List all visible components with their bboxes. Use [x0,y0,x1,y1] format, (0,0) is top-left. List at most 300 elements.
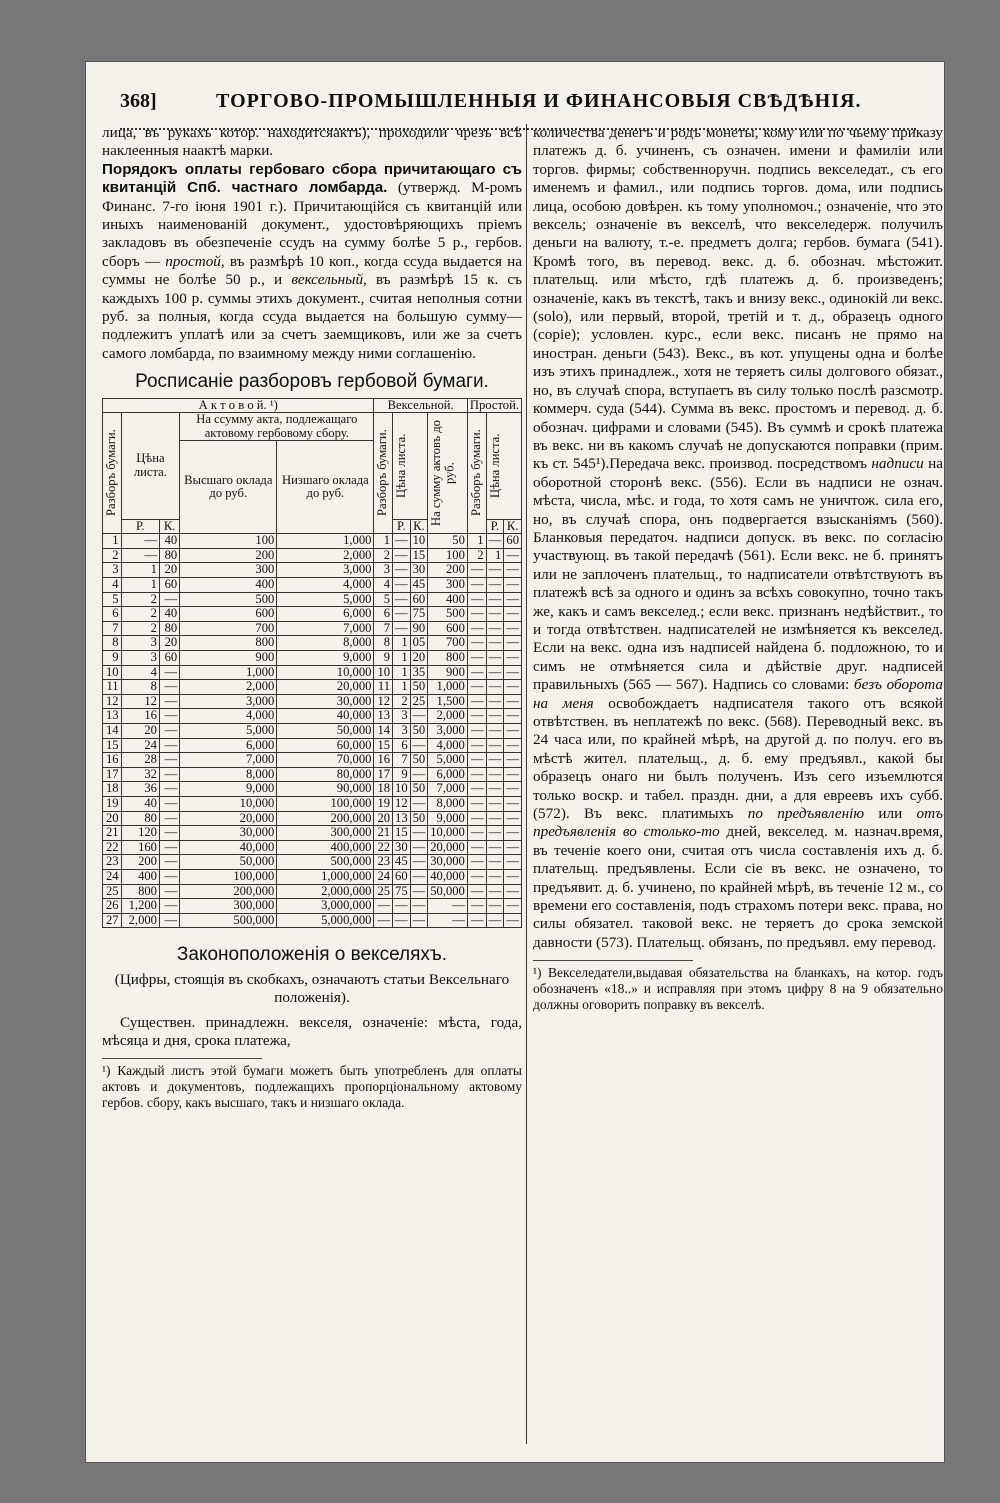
table-cell: 24 [121,738,159,753]
th-actovoi: А к т о в о й. ¹) [103,398,374,413]
table-cell: 800 [428,651,468,666]
table-cell: — [467,811,486,826]
table-cell: 9,000 [180,782,277,797]
th-razbor2: Разборъ бумаги. [375,429,390,517]
table-cell: — [486,884,504,899]
table-cell: — [410,884,428,899]
table-cell: 28 [121,753,159,768]
table-cell: — [504,840,522,855]
table-cell: 32 [121,767,159,782]
table-cell: 20 [103,811,122,826]
table-cell: 15 [374,738,393,753]
table-cell: 600 [180,607,277,622]
text-run: безъ оборота на меня [533,676,943,712]
table-cell: — [504,651,522,666]
pawnshop-heading: Порядокъ оплаты гербоваго сбора причитающаго съ квитанцій Спб. частнаго ломбарда. [102,160,522,197]
table-cell: 8 [374,636,393,651]
table-cell: — [159,840,179,855]
table-cell: 16 [374,753,393,768]
table-cell: 200 [180,548,277,563]
table-cell: 1 [467,534,486,549]
table-cell: 3,000,000 [277,899,374,914]
table-row [103,840,522,855]
table-cell: 1 [393,651,411,666]
table-cell: — [393,592,411,607]
table-cell: — [504,694,522,709]
table-cell: 2,000,000 [277,884,374,899]
table-cell: — [159,665,179,680]
footnote-left: ¹) Каждый листъ этой бумаги можетъ быть употребленъ для оплаты актовъ и документовъ, подлежащихъ пропорціональному актовому гербов. сбору, какъ высшаго, такъ и низшаго оклада. [102,1063,522,1111]
page-number: 368] [120,90,157,112]
table-cell: — [486,680,504,695]
table-cell: — [486,738,504,753]
table-cell: 120 [121,826,159,841]
table-cell: — [467,796,486,811]
th-cena2: Цѣна листа. [394,433,409,499]
table-cell: 13 [393,811,411,826]
table-cell: 40 [159,607,179,622]
table-row [103,548,522,563]
table-cell: 36 [121,782,159,797]
table-cell: 40 [159,534,179,549]
th-cena: Цѣна листа. [121,413,180,519]
table-cell: — [467,826,486,841]
table-cell: — [467,855,486,870]
table-cell: 400 [121,869,159,884]
table-cell: 80 [159,621,179,636]
th-razbor: Разборъ бумаги. [104,429,118,517]
table-cell: — [428,899,468,914]
table-cell: 23 [103,855,122,870]
text-run: въ размѣрѣ 15 к. съ каждыхъ 100 р. суммы этихъ документ., считая неполныя сотни руб. за полныя, когда ссуда выдается на большую сумму— подлежитъ уплатѣ или за счетъ заемщиковъ, или же за счетъ самого ломбарда, по взаимному между ними соглашенію. [102,271,523,362]
table-cell: — [504,913,522,928]
table-cell: 1,000 [428,680,468,695]
table-cell: 50,000 [277,724,374,739]
table-cell: — [467,884,486,899]
table-cell: 7 [374,621,393,636]
table-cell: 6 [393,738,411,753]
table-row [103,636,522,651]
table-cell: — [159,724,179,739]
table-row [103,621,522,636]
table-cell: — [504,782,522,797]
th-veks: Вексельной. [374,398,467,413]
bill-law-paragraph [533,124,943,952]
table-cell: 10 [374,665,393,680]
table-cell: 30,000 [277,694,374,709]
table-cell: — [504,738,522,753]
table-cell: 20 [410,651,428,666]
table-cell: 50 [428,534,468,549]
table-cell: 17 [103,767,122,782]
th-r: Р. [393,519,411,534]
text-run: въ размѣрѣ 10 коп., когда ссуда выдается на суммы не болѣе 50 р., и [102,252,523,289]
table-cell: — [159,738,179,753]
table-cell: 2 [121,621,159,636]
table-cell: 8,000 [277,636,374,651]
text-run: освобождаетъ надписателя такого отъ всякой отвѣтствен. въ неплатежѣ по векс. (568). Переводный векс. въ 24 часа или, по крайней мѣрѣ, на другой д. по получ. его въ мѣстѣ жител. плательщ., д. б. ему предъявл., какой бы образецъ онаго ни былъ полученъ. Изъ сего изъемлются только воскр. и табел. праздн. дни, а для евреевъ ихъ субб.(572). Въ векс. платимыхъ [533,694,944,823]
table-cell: 100,000 [277,796,374,811]
table-body [103,534,522,928]
table-cell: 1 [103,534,122,549]
table-cell: 1,000,000 [277,869,374,884]
table-cell: — [504,869,522,884]
table-row [103,694,522,709]
table-cell: 50,000 [180,855,277,870]
table-cell: — [504,621,522,636]
table-cell: 5,000 [428,753,468,768]
table-cell: 12 [103,694,122,709]
footnote-rule [102,1058,262,1059]
table-cell: 25 [374,884,393,899]
table-cell: 6 [374,607,393,622]
left-column [102,124,522,1111]
table-cell: 22 [374,840,393,855]
table-cell: — [374,913,393,928]
table-cell: — [121,534,159,549]
table-cell: — [393,578,411,593]
table-cell: — [504,665,522,680]
table-cell: — [486,869,504,884]
table-cell: — [504,884,522,899]
table-cell: 5 [103,592,122,607]
schedule-title: Росписаніе разборовъ гербовой бумаги. [135,371,489,393]
table-cell: — [121,548,159,563]
table-cell: 75 [410,607,428,622]
table-cell: 300,000 [180,899,277,914]
table-cell: — [486,855,504,870]
running-title: ТОРГОВО-ПРОМЫШЛЕННЫЯ И ФИНАНСОВЫЯ СВѢДѢНІЯ. [216,90,862,112]
table-cell: — [467,680,486,695]
table-cell: 40,000 [428,869,468,884]
table-cell: 21 [103,826,122,841]
table-cell: 1,000 [277,534,374,549]
th-k: К. [410,519,428,534]
table-cell: — [393,534,411,549]
table-cell: 300 [180,563,277,578]
th-razbor3: Разборъ бумаги. [468,429,483,517]
table-cell: 19 [103,796,122,811]
table-cell: 9 [374,651,393,666]
table-cell: 90 [410,621,428,636]
table-cell: 2 [103,548,122,563]
table-row [103,899,522,914]
table-cell: 8 [103,636,122,651]
table-cell: — [393,913,411,928]
th-prost: Простой. [467,398,521,413]
table-cell: 16 [121,709,159,724]
table-cell: 10,000 [428,826,468,841]
table-row [103,578,522,593]
table-cell: 20 [159,636,179,651]
th-k: К. [159,519,179,534]
th-k: К. [504,519,522,534]
table-cell: 2 [374,548,393,563]
table-cell: — [159,753,179,768]
table-cell: 26 [103,899,122,914]
footnote-rule [533,960,693,961]
table-cell: 700 [180,621,277,636]
table-cell: — [504,899,522,914]
table-cell: — [486,534,504,549]
table-cell: 5,000,000 [277,913,374,928]
table-cell: 6,000 [428,767,468,782]
table-cell: — [159,913,179,928]
table-cell: 22 [103,840,122,855]
table-row [103,796,522,811]
table-cell: 40 [121,796,159,811]
table-cell: 1 [393,680,411,695]
table-cell: 4 [121,665,159,680]
table-cell: — [486,709,504,724]
table-cell: — [486,563,504,578]
table-cell: 400 [428,592,468,607]
table-cell: 2,000 [180,680,277,695]
table-cell: — [504,855,522,870]
table-cell: 45 [410,578,428,593]
table-row [103,738,522,753]
table-cell: — [159,869,179,884]
table-cell: 18 [103,782,122,797]
table-row [103,607,522,622]
table-cell: 19 [374,796,393,811]
table-cell: 100,000 [180,869,277,884]
table-cell: — [467,578,486,593]
table-cell: 17 [374,767,393,782]
table-cell: — [159,680,179,695]
text-run: надписи [871,455,924,473]
table-cell: — [410,913,428,928]
table-cell: — [467,753,486,768]
table-cell: 10 [103,665,122,680]
table-cell: 800 [121,884,159,899]
table-cell: — [486,651,504,666]
table-cell: — [486,899,504,914]
table-cell: 50 [410,811,428,826]
table-cell: 10,000 [277,665,374,680]
law-subtitle: (Цифры, стоящія въ скобкахъ, означаютъ статьи Вексельнаго положенія). [114,970,510,1007]
table-cell: — [504,826,522,841]
text-run: по предъявленію [747,805,865,823]
table-cell: 2 [393,694,411,709]
table-cell: — [486,694,504,709]
table-cell: — [393,563,411,578]
table-cell: 9,000 [428,811,468,826]
table-cell: — [467,738,486,753]
table-cell: — [393,899,411,914]
law-title: Законоположенія о векселяхъ. [176,944,448,966]
table-cell: 8,000 [180,767,277,782]
table-cell: 50 [410,680,428,695]
table-cell: — [486,782,504,797]
table-cell: 20 [121,724,159,739]
table-cell: 1 [486,548,504,563]
table-cell: — [393,607,411,622]
table-cell: — [428,913,468,928]
table-cell: 100 [428,548,468,563]
table-cell: — [504,709,522,724]
table-cell: 3 [103,563,122,578]
table-cell: 800 [180,636,277,651]
table-cell: 900 [180,651,277,666]
table-cell: — [159,855,179,870]
table-cell: — [159,899,179,914]
column-divider [526,124,527,1444]
table-cell: 50,000 [428,884,468,899]
stamp-paper-table [102,398,522,929]
table-cell: 24 [103,869,122,884]
table-cell: 500,000 [277,855,374,870]
right-column [533,124,943,1013]
table-cell: — [393,548,411,563]
table-cell: — [159,694,179,709]
table-cell: 23 [374,855,393,870]
table-cell: 2 [121,592,159,607]
table-cell: — [159,826,179,841]
table-cell: — [393,621,411,636]
table-row [103,869,522,884]
table-cell: 4 [103,578,122,593]
table-cell: 400 [180,578,277,593]
table-cell: — [467,724,486,739]
table-cell: — [504,548,522,563]
table-cell: 25 [103,884,122,899]
table-row [103,767,522,782]
table-cell: 1 [121,563,159,578]
th-vysh: Высшаго оклада до руб. [180,441,277,534]
text-run: или [878,805,903,823]
table-cell: — [410,840,428,855]
table-row [103,855,522,870]
table-cell: 12 [393,796,411,811]
table-cell: 6,000 [180,738,277,753]
th-nizsh: Низшаго оклада до руб. [277,441,374,534]
table-cell: 4,000 [428,738,468,753]
table-cell: 25 [410,694,428,709]
table-cell: 27 [103,913,122,928]
table-cell: 30,000 [428,855,468,870]
table-cell: 30 [393,840,411,855]
table-cell: 200,000 [277,811,374,826]
table-cell: 5 [374,592,393,607]
table-cell: — [486,796,504,811]
table-cell: 1 [374,534,393,549]
table-cell: 5,000 [277,592,374,607]
table-row [103,826,522,841]
table-cell: — [467,621,486,636]
table-cell: — [486,826,504,841]
table-cell: — [159,709,179,724]
th-r: Р. [486,519,504,534]
table-cell: — [410,709,428,724]
table-cell: 70,000 [277,753,374,768]
table-cell: 200 [121,855,159,870]
table-cell: — [467,636,486,651]
paragraph: лица, въ рукахъ котор. находитсяактъ), проходили чрезъ всѣ наклеенныя наактѣ марки. [102,124,522,160]
th-summa: На ссумму акта, подлежащаго актовому гербовому сбору. [180,413,374,441]
table-cell: 11 [374,680,393,695]
table-cell: 45 [393,855,411,870]
table-cell: — [467,694,486,709]
table-cell: — [159,796,179,811]
table-cell: 1 [393,665,411,680]
table-cell: — [504,767,522,782]
table-cell: 3 [374,563,393,578]
table-cell: 2 [121,607,159,622]
table-cell: — [159,811,179,826]
table-row [103,592,522,607]
table-cell: 700 [428,636,468,651]
table-cell: — [486,840,504,855]
table-cell: 60 [393,869,411,884]
table-cell: — [504,680,522,695]
table-cell: — [504,636,522,651]
table-cell: — [504,607,522,622]
table-cell: — [467,607,486,622]
table-cell: — [410,826,428,841]
table-cell: 500 [428,607,468,622]
table-cell: 9 [103,651,122,666]
table-cell: — [159,782,179,797]
table-cell: — [486,724,504,739]
table-cell: — [159,884,179,899]
table-cell: — [410,796,428,811]
table-cell: 05 [410,636,428,651]
table-cell: 100 [180,534,277,549]
table-cell: 20,000 [277,680,374,695]
table-cell: 40,000 [180,840,277,855]
table-cell: 2,000 [121,913,159,928]
table-row [103,651,522,666]
table-cell: 80,000 [277,767,374,782]
table-cell: 15 [393,826,411,841]
table-cell: — [504,563,522,578]
table-cell: — [467,899,486,914]
table-cell: — [486,578,504,593]
table-cell: 3 [393,724,411,739]
table-cell: — [504,592,522,607]
table-cell: 14 [103,724,122,739]
text-run: отъ предъявленія во столько-то [533,805,943,841]
table-cell: 3 [121,636,159,651]
table-cell: — [467,592,486,607]
table-cell: — [504,578,522,593]
table-cell: — [410,899,428,914]
table-cell: 900 [428,665,468,680]
table-row [103,811,522,826]
table-cell: 13 [103,709,122,724]
table-cell: 20,000 [180,811,277,826]
text-run: дней, векселед. м. назнач.время, въ теченіе коего они, считая отъ числа составленія ихъ д. б. плательщ. предъявлены. Если сіе въ векс. не означено, то предъявит. д. б. учинено, по крайней мѣрѣ, въ теченіе 12 м., со времени его составленія, подъ страхомъ потери векс. права, но силы обязател. таковой векс. не теряетъ до срока земской давности (573). Плательщ. обязанъ, по предъявл. ему перевод. [533,823,944,951]
table-row [103,680,522,695]
table-cell: 5,000 [180,724,277,739]
table-cell: 1 [393,636,411,651]
table-cell: 600 [428,621,468,636]
table-cell: 11 [103,680,122,695]
table-cell: — [410,855,428,870]
th-r: Р. [121,519,159,534]
table-cell: 7 [103,621,122,636]
table-cell: 8 [121,680,159,695]
table-cell: — [467,563,486,578]
table-cell: — [374,899,393,914]
text-run: вексельный, [291,271,367,289]
page-sheet [86,62,944,1462]
table-cell: — [486,621,504,636]
table-cell: 18 [374,782,393,797]
table-cell: — [410,869,428,884]
table-cell: 1,200 [121,899,159,914]
